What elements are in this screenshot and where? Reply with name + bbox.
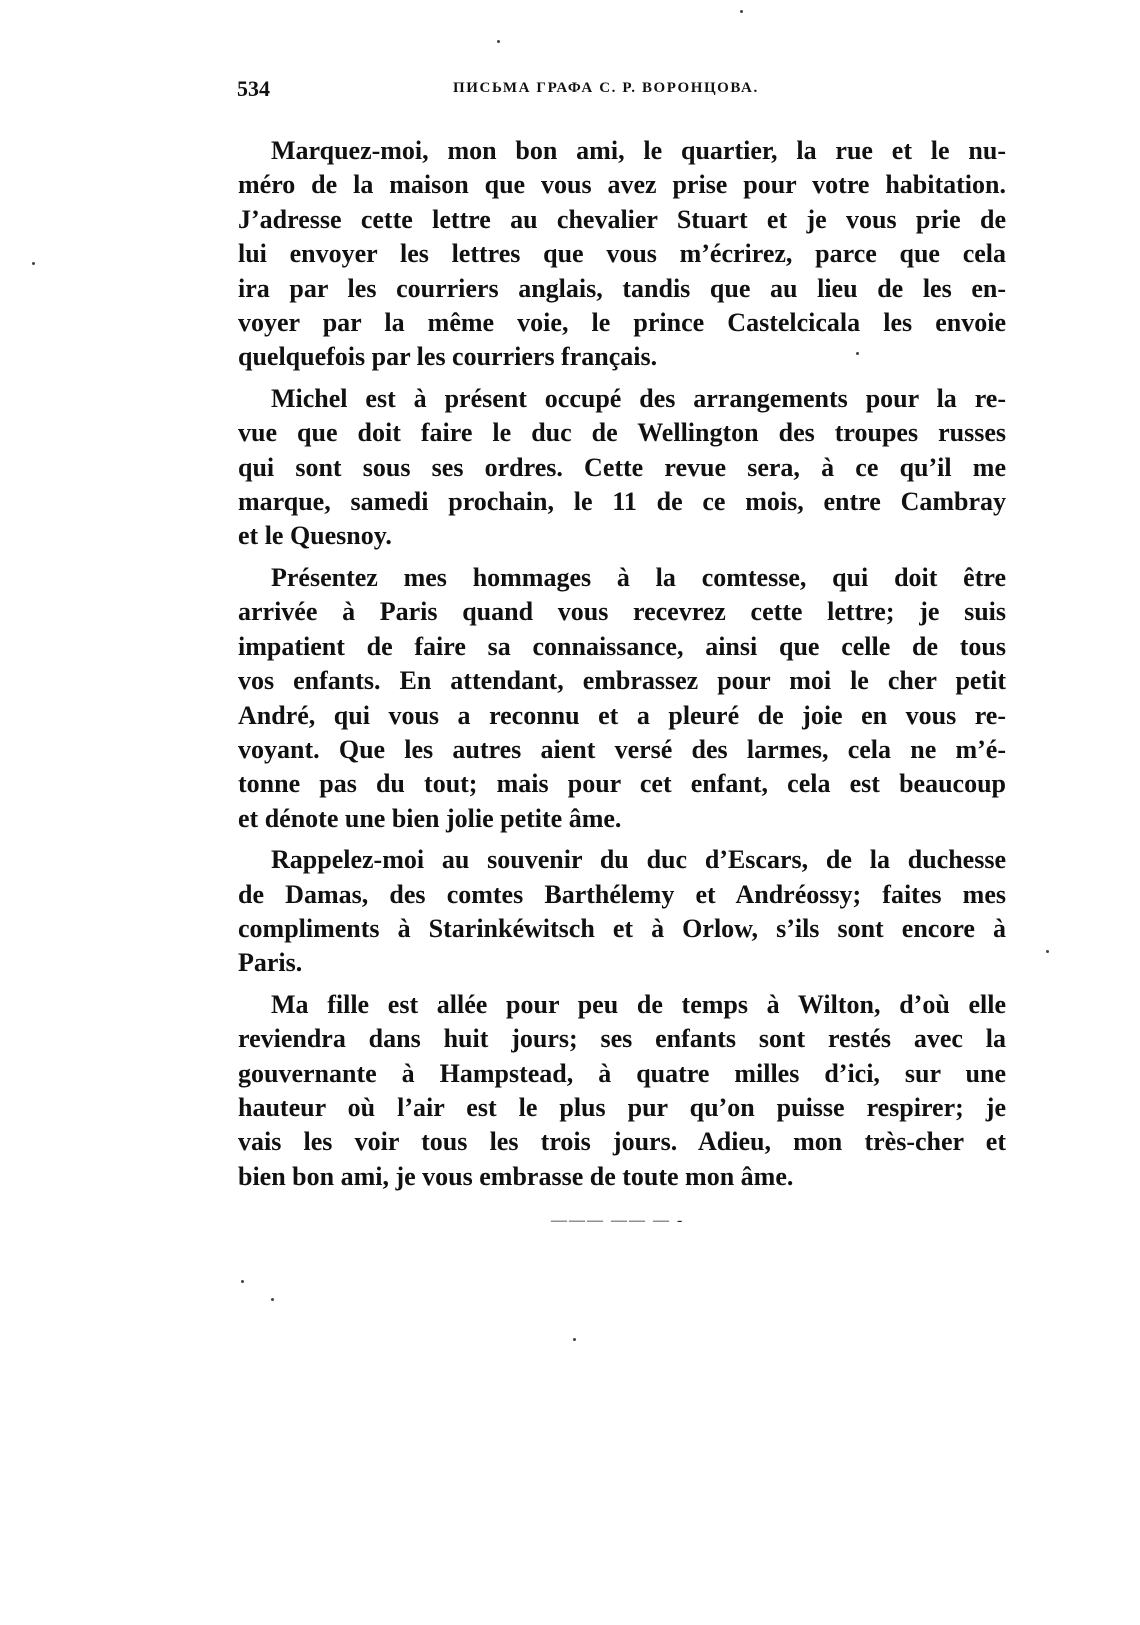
text-line: de Damas, des comtes Barthélemy et Andréossy; faites mes — [238, 879, 1006, 909]
scan-speck — [32, 262, 35, 265]
text-line: Présentez mes hommages à la comtesse, qui doit être — [271, 562, 1006, 592]
scan-speck — [573, 1338, 576, 1341]
text-line: reviendra dans huit jours; ses enfants sont restés avec la — [238, 1024, 1006, 1054]
text-line: bien bon ami, je vous embrasse de toute mon âme. — [238, 1161, 794, 1191]
text-line: arrivée à Paris quand vous recevrez cette lettre; je suis — [238, 597, 1006, 627]
paragraph-2 — [238, 382, 1006, 554]
letter-body — [238, 134, 1006, 1201]
text-line: marque, samedi prochain, le 11 de ce mois, entre Cambray — [238, 487, 1006, 517]
scan-speck — [856, 352, 859, 355]
text-line: vos enfants. En attendant, embrassez pour moi le cher petit — [238, 666, 1006, 696]
text-line: vais les voir tous les trois jours. Adieu, mon très-cher et — [238, 1127, 1006, 1157]
text-line: méro de la maison que vous avez prise pour votre habitation. — [238, 170, 1006, 200]
text-line: voyer par la même voie, le prince Castelcicala les envoie — [238, 308, 1006, 338]
page-number: 534 — [237, 76, 270, 101]
running-title: ПИСЬМА ГРАФА С. Р. ВОРОНЦОВА. — [453, 80, 759, 96]
text-line: lui envoyer les lettres que vous m’écrirez, parce que cela — [238, 239, 1006, 269]
text-line: ira par les courriers anglais, tandis que au lieu de les en- — [238, 273, 1006, 303]
text-line: tonne pas du tout; mais pour cet enfant, cela est beaucoup — [238, 769, 1006, 799]
end-ornament: ——— —— — - — [551, 1212, 685, 1229]
paragraph-3 — [238, 561, 1006, 836]
text-line: J’adresse cette lettre au chevalier Stuart et je vous prie de — [238, 204, 1006, 234]
text-line: quelquefois par les courriers français. — [238, 342, 658, 372]
running-head — [237, 76, 1037, 106]
text-line: et le Quesnoy. — [238, 521, 392, 551]
text-line: Michel est à présent occupé des arrangements pour la re- — [271, 383, 1006, 413]
paragraph-4 — [238, 843, 1006, 981]
scan-speck — [271, 1298, 274, 1301]
text-line: qui sont sous ses ordres. Cette revue sera, à ce qu’il me — [238, 452, 1006, 482]
paragraph-1 — [238, 134, 1006, 375]
text-line: et dénote une bien jolie petite âme. — [238, 803, 622, 833]
text-line: Paris. — [238, 948, 303, 978]
paragraph-5 — [238, 988, 1006, 1194]
text-line: Marquez-moi, mon bon ami, le quartier, la rue et le nu- — [271, 136, 1006, 165]
text-line: impatient de faire sa connaissance, ainsi que celle de tous — [238, 631, 1006, 661]
scan-speck — [1046, 950, 1049, 953]
text-line: André, qui vous a reconnu et a pleuré de joie en vous re- — [238, 700, 1006, 730]
text-line: voyant. Que les autres aient versé des larmes, cela ne m’é- — [238, 734, 1006, 764]
text-line: compliments à Starinkéwitsch et à Orlow, s’ils sont encore à — [238, 913, 1006, 943]
text-line: Rappelez-moi au souvenir du duc d’Escars, de la duchesse — [271, 845, 1006, 875]
text-line: gouvernante à Hampstead, à quatre milles d’ici, sur une — [238, 1058, 1006, 1088]
scan-speck — [740, 10, 743, 13]
text-line: Ma fille est allée pour peu de temps à Wilton, d’où elle — [271, 989, 1006, 1019]
scan-speck — [241, 1280, 244, 1283]
scan-speck — [497, 40, 500, 43]
text-line: vue que doit faire le duc de Wellington des troupes russes — [238, 418, 1006, 448]
text-line: hauteur où l’air est le plus pur qu’on puisse respirer; je — [238, 1092, 1006, 1122]
